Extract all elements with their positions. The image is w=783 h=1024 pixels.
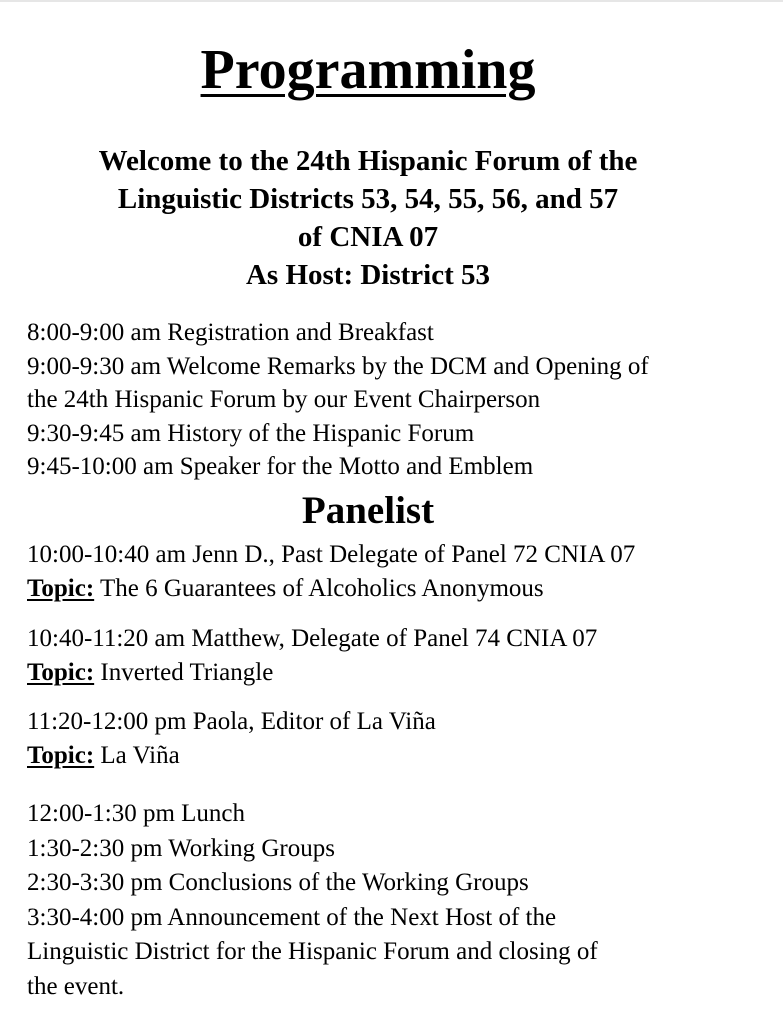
host-line: As Host: District 53 bbox=[245, 259, 491, 291]
welcome-line: of CNIA 07 bbox=[297, 221, 439, 253]
panelist-entry bbox=[27, 705, 747, 773]
schedule-item: 3:30-4:00 pm Announcement of the Next Host of the bbox=[27, 903, 557, 931]
schedule-item-continuation: the event. bbox=[27, 972, 125, 1000]
morning-schedule bbox=[27, 316, 747, 484]
schedule-item-continuation: the 24th Hispanic Forum by our Event Chairperson bbox=[27, 386, 541, 413]
panelist-topic bbox=[27, 572, 747, 606]
schedule-item: 9:00-9:30 am Welcome Remarks by the DCM and Opening of bbox=[27, 352, 649, 380]
welcome-line: Welcome to the 24th Hispanic Forum of the bbox=[98, 145, 638, 177]
panelist-entry bbox=[27, 622, 747, 690]
page-title: Programming bbox=[200, 39, 536, 101]
schedule-item: 9:45-10:00 am Speaker for the Motto and Emblem bbox=[27, 453, 534, 480]
schedule-item: 12:00-1:30 pm Lunch bbox=[27, 800, 246, 827]
top-rule bbox=[0, 0, 783, 2]
topic-text: La Viña bbox=[100, 742, 180, 769]
schedule-item-continuation: Linguistic District for the Hispanic Forum and closing of bbox=[27, 938, 598, 965]
afternoon-schedule bbox=[27, 797, 747, 1004]
panelist-topic bbox=[27, 656, 747, 690]
schedule-item: 2:30-3:30 pm Conclusions of the Working Groups bbox=[27, 869, 529, 896]
topic-text: Inverted Triangle bbox=[100, 659, 274, 686]
topic-label: Topic: bbox=[27, 659, 95, 686]
schedule-item: 8:00-9:00 am Registration and Breakfast bbox=[27, 319, 434, 346]
panelist-line: 11:20-12:00 pm Paola, Editor of La Viña bbox=[27, 708, 436, 735]
topic-text: The 6 Guarantees of Alcoholics Anonymous bbox=[99, 575, 544, 602]
welcome-line: Linguistic Districts 53, 54, 55, 56, and 57 bbox=[117, 183, 619, 215]
panelist-line: 10:00-10:40 am Jenn D., Past Delegate of Panel 72 CNIA 07 bbox=[27, 541, 636, 568]
schedule-item: 9:30-9:45 am History of the Hispanic Forum bbox=[27, 419, 475, 447]
topic-label: Topic: bbox=[27, 575, 95, 602]
panelist-topic bbox=[27, 739, 747, 773]
topic-label: Topic: bbox=[27, 742, 95, 769]
panel-heading: Panelist bbox=[301, 489, 435, 532]
panelist-line: 10:40-11:20 am Matthew, Delegate of Panel 74 CNIA 07 bbox=[27, 625, 598, 652]
schedule-item: 1:30-2:30 pm Working Groups bbox=[27, 834, 335, 862]
welcome-block bbox=[0, 142, 736, 294]
panelist-entry bbox=[27, 538, 747, 606]
